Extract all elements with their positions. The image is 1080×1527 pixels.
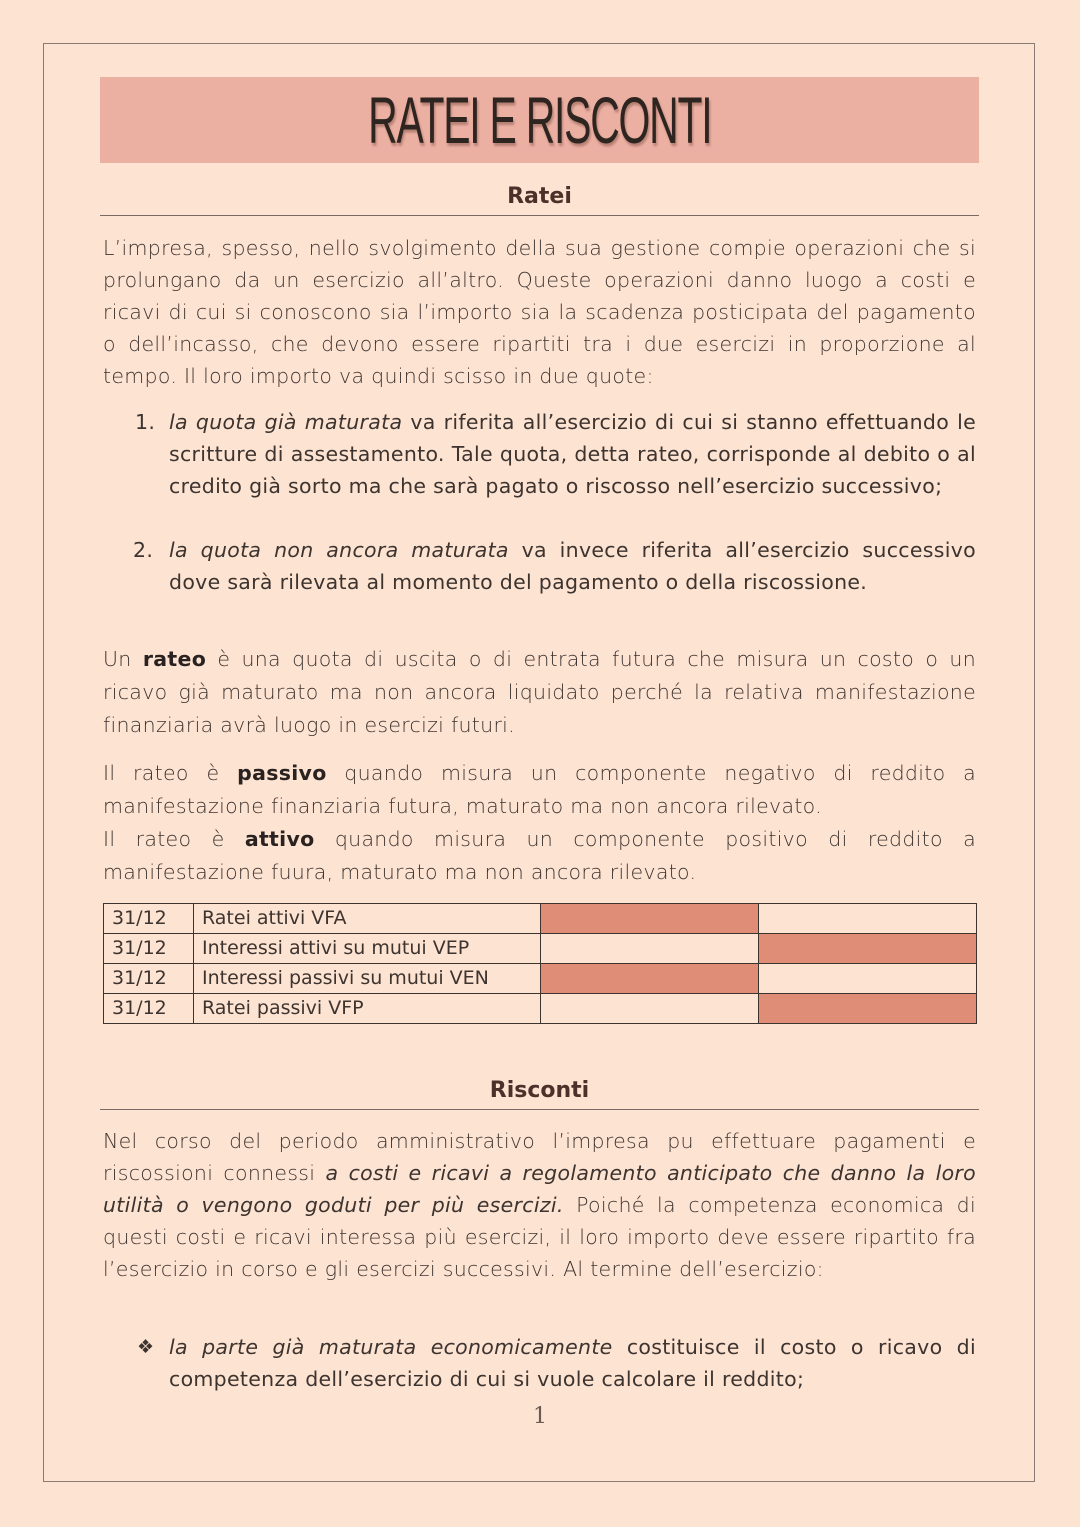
description-cell: Ratei attivi VFA	[194, 904, 541, 934]
text: quando misura un componente negativo di reddito a manifestazione finanziaria futura, maturato ma non ancora rilevato.	[103, 761, 976, 818]
list-body	[169, 534, 976, 598]
term-attivo: attivo	[244, 827, 315, 851]
text: Nel corso del periodo amministrativo l’impresa pu effettuare pagamenti e riscossioni connessi	[103, 1129, 976, 1185]
table-row	[104, 994, 977, 1024]
list-body	[169, 1331, 976, 1395]
section-heading-risconti: Risconti	[100, 1078, 979, 1110]
rateo-definition-paragraph	[103, 643, 976, 742]
diamond-bullet-icon: ❖	[137, 1336, 155, 1358]
description-cell: Ratei passivi VFP	[194, 994, 541, 1024]
list-body	[169, 406, 976, 502]
date-cell: 31/12	[104, 964, 194, 994]
list-marker: 2.	[133, 538, 154, 562]
rateo-passivo-paragraph	[103, 757, 976, 823]
debit-cell	[541, 904, 759, 934]
credit-cell	[759, 994, 977, 1024]
risconti-intro-paragraph	[103, 1125, 976, 1285]
list-text: costituisce il costo o ricavo di competenza dell’esercizio di cui si vuole calcolare il reddito;	[169, 1335, 976, 1391]
text: è una quota di uscita o di entrata futura che misura un costo o un ricavo già maturato ma non ancora liquidato perché la relativa manifestazione finanziaria avrà luogo in esercizi futuri.	[103, 647, 976, 737]
ratei-intro-paragraph: L’impresa, spesso, nello svolgimento della sua gestione compie operazioni che si prolungano da un esercizio all’altro. Queste operazioni danno luogo a costi e ricavi di cui si conoscono sia l’importo sia la scadenza posticipata del pagamento o dell’incasso, che devono essere ripartiti tra i due esercizi in proporzione al tempo. Il loro importo va quindi scisso in due quote:	[103, 236, 976, 388]
description-cell: Interessi passivi su mutui VEN	[194, 964, 541, 994]
credit-cell	[759, 964, 977, 994]
text: quando misura un componente positivo di reddito a manifestazione fuura, maturato ma non ancora rilevato.	[103, 827, 976, 884]
page-number: 1	[533, 1404, 547, 1429]
italic-text: a costi e ricavi a regolamento anticipato che danno la loro utilità o vengono goduti per più esercizi.	[103, 1161, 976, 1217]
table-row	[104, 964, 977, 994]
term-rateo: rateo	[142, 647, 207, 671]
list-italic: la quota non ancora maturata	[169, 538, 509, 562]
debit-cell	[541, 994, 759, 1024]
date-cell: 31/12	[104, 904, 194, 934]
ratei-list-item-1	[103, 406, 976, 502]
text: Poiché la competenza economica di questi costi e ricavi interessa più esercizi, il loro importo deve essere ripartito fra l’esercizio in corso e gli esercizi successivi. Al termine dell’esercizio:	[103, 1193, 976, 1281]
debit-cell	[541, 964, 759, 994]
ratei-list-item-2	[103, 534, 976, 598]
list-italic: la quota già maturata	[169, 410, 403, 434]
section-heading-ratei: Ratei	[100, 184, 979, 216]
text: Il rateo è	[103, 761, 238, 785]
table-row	[104, 904, 977, 934]
description-cell: Interessi attivi su mutui VEP	[194, 934, 541, 964]
risconti-list-item-1	[103, 1331, 976, 1395]
text: Un	[103, 647, 143, 671]
title-banner	[100, 77, 979, 163]
journal-entries-table	[103, 903, 977, 1024]
term-passivo: passivo	[237, 761, 327, 785]
list-text: va riferita all’esercizio di cui si stanno effettuando le scritture di assestamento. Tale quota, detta rateo, corrisponde al debito o al credito già sorto ma che sarà pagato o riscosso nell’esercizio successivo;	[169, 410, 976, 498]
list-text: va invece riferita all’esercizio successivo dove sarà rilevata al momento del pagamento o della riscossione.	[169, 538, 976, 594]
rateo-attivo-paragraph	[103, 823, 976, 889]
date-cell: 31/12	[104, 994, 194, 1024]
credit-cell	[759, 934, 977, 964]
date-cell: 31/12	[104, 934, 194, 964]
credit-cell	[759, 904, 977, 934]
text: Il rateo è	[103, 827, 245, 851]
debit-cell	[541, 934, 759, 964]
list-italic: la parte già maturata economicamente	[169, 1335, 613, 1359]
table-row	[104, 934, 977, 964]
page-title: RATEI E RISCONTI	[367, 83, 712, 157]
list-marker: 1.	[135, 410, 156, 434]
